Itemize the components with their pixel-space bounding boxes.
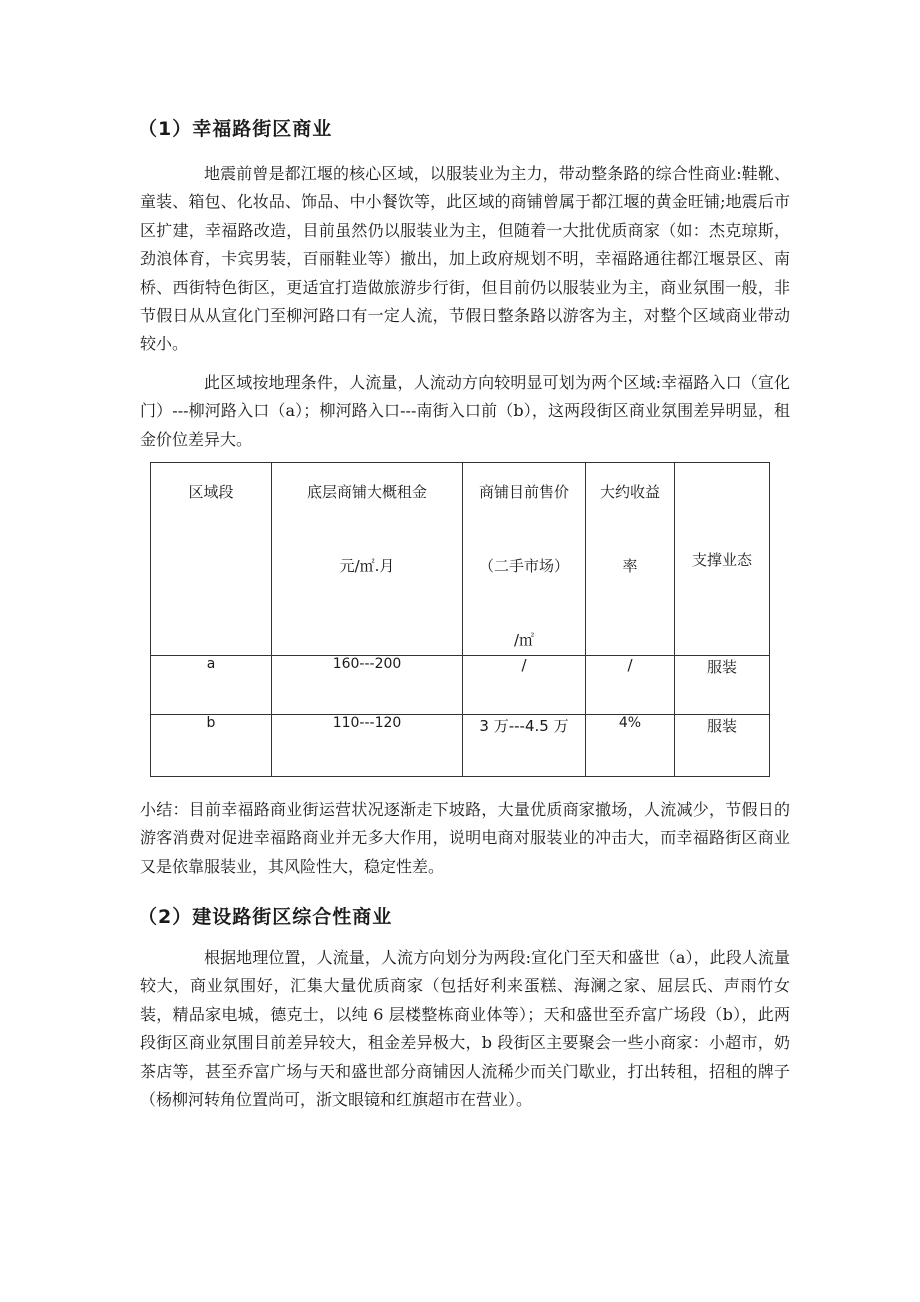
- section-2-paragraph-1: 根据地理位置，人流量，人流方向划分为两段:宣化门至天和盛世（a），此段人流量较大，商业氛围好，汇集大量优质商家（包括好利来蛋糕、海澜之家、屈层氏、声雨竹女装，精品家电城，德克士，以纯 6 层楼整栋商业体等）；天和盛世至乔富广场段（b），此两段街区商业氛围目前差异较大，租金差异极大，b 段街区主要聚会一些小商家：小超市，奶茶店等，甚至乔富广场与天和盛世部分商铺因人流稀少而关门歇业，打出转租，招租的牌子（杨柳河转角位置尚可，浙文眼镜和红旗超市在营业）。: [140, 948, 790, 1110]
- header-rent: 底层商铺大概租金 元/㎡.月: [272, 463, 463, 656]
- cell-price: 3 万---4.5 万: [463, 715, 586, 777]
- header-price: 商铺目前售价 （二手市场） /㎡: [463, 463, 586, 656]
- cell-business: 服装: [675, 715, 770, 777]
- cell-price: /: [463, 656, 586, 715]
- section-1-heading: （1）幸福路街区商业: [138, 118, 333, 140]
- cell-business: 服装: [675, 656, 770, 715]
- section-2-heading: （2）建设路街区综合性商业: [138, 906, 393, 928]
- header-zone: 区域段: [151, 463, 272, 656]
- section-1-paragraph-1: 地震前曾是都江堰的核心区域，以服装业为主力，带动整条路的综合性商业:鞋靴、童装、箱包、化妆品、饰品、中小餐饮等，此区域的商铺曾属于都江堰的黄金旺铺;地震后市区扩建，幸福路改造，目前虽然仍以服装业为主，但随着一大批优质商家（如：杰克琼斯，劲浪体育，卡宾男装，百丽鞋业等）撤出，加上政府规划不明，幸福路通往都江堰景区、南桥、西街特色街区，更适宜打造做旅游步行街，但目前仍以服装业为主，商业氛围一般，非节假日从从宣化门至柳河路口有一定人流，节假日整条路以游客为主，对整个区域商业带动较小。: [140, 164, 790, 354]
- table-row: [151, 715, 770, 777]
- cell-rent: 110---120: [272, 715, 463, 777]
- cell-zone: b: [151, 715, 272, 777]
- table-row: [151, 656, 770, 715]
- rent-table: [150, 462, 770, 777]
- cell-zone: a: [151, 656, 272, 715]
- cell-yield: 4%: [586, 715, 675, 777]
- table-header-row: [151, 463, 770, 656]
- section-1-paragraph-2: 此区域按地理条件，人流量，人流动方向较明显可划为两个区域:幸福路入口（宣化门）---柳河路入口（a）；柳河路入口---南街入口前（b），这两段街区商业氛围差异明显，租金价位差异大。: [140, 373, 790, 449]
- header-yield: 大约收益 率: [586, 463, 675, 656]
- header-business: 支撑业态: [675, 463, 770, 656]
- cell-rent: 160---200: [272, 656, 463, 715]
- cell-yield: /: [586, 656, 675, 715]
- summary-paragraph: 小结：目前幸福路商业街运营状况逐渐走下坡路，大量优质商家撤场，人流减少，节假日的游客消费对促进幸福路商业并无多大作用，说明电商对服装业的冲击大，而幸福路街区商业又是依靠服装业，其风险性大，稳定性差。: [140, 800, 790, 876]
